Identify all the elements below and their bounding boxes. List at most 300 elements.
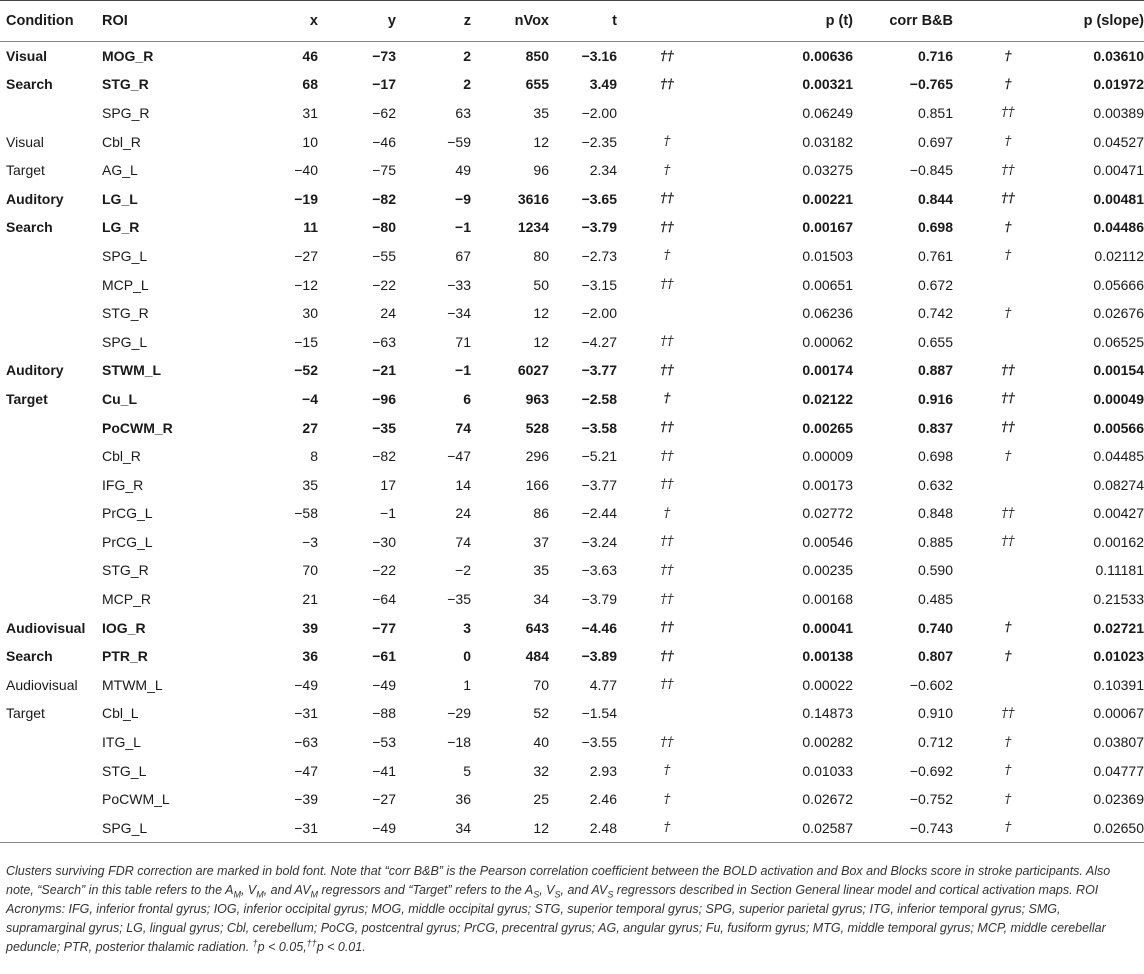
cell-p-t: 0.00041 (802, 619, 853, 636)
cell-x: 35 (302, 476, 318, 493)
cell-z: −35 (447, 591, 471, 608)
cell-z: −34 (447, 305, 471, 322)
cell-p-slope: 0.02721 (1093, 619, 1144, 636)
cell-p-slope: 0.03610 (1093, 48, 1144, 65)
cell-t-significance: †† (660, 591, 674, 607)
table-row (0, 728, 1144, 757)
cell-corr-bb: 0.697 (917, 133, 953, 150)
header-row (0, 1, 1144, 42)
cell-corr-significance: †† (1001, 362, 1015, 378)
cell-z: 3 (463, 619, 471, 636)
cell-z: 74 (455, 419, 471, 436)
cell-condition (0, 242, 100, 271)
cell-t-significance: †† (660, 477, 674, 493)
cell-roi: IFG_R (102, 476, 144, 493)
cell-z: −18 (447, 734, 471, 751)
cell-p-t: 0.02772 (802, 505, 853, 522)
cell-z: −47 (447, 448, 471, 465)
cell-roi: STG_R (102, 562, 149, 579)
cell-p-t: 0.00009 (802, 448, 853, 465)
cell-p-t: 0.01503 (802, 247, 853, 264)
cell-condition: Target (6, 162, 45, 179)
cell-z: −29 (447, 705, 471, 722)
cell-corr-bb: 0.655 (917, 333, 953, 350)
cell-z: 63 (455, 104, 471, 121)
cell-p-t: 0.00546 (802, 533, 853, 550)
cell-t: 2.46 (589, 791, 617, 808)
cell-roi: SPG_R (102, 104, 150, 121)
cell-y: −49 (372, 676, 396, 693)
cell-nvox: 34 (533, 591, 549, 608)
column-header-condition: Condition (0, 1, 100, 42)
cell-y: −80 (372, 219, 396, 236)
cell-corr-bb: 0.698 (917, 219, 953, 236)
cell-corr-significance: † (1004, 448, 1012, 464)
cell-p-t: 0.06249 (802, 104, 853, 121)
cell-corr-bb: 0.851 (917, 104, 953, 121)
cell-t: −1.54 (581, 705, 617, 722)
cell-y: −64 (372, 591, 396, 608)
footnote-superscript: †† (306, 937, 317, 948)
cell-roi: STG_R (102, 76, 149, 93)
table-row (0, 642, 1144, 671)
cell-corr-bb: 0.916 (917, 390, 953, 407)
cell-roi: PrCG_L (102, 505, 153, 522)
cell-roi: STG_L (102, 762, 147, 779)
column-header-p-t: p (t) (717, 1, 853, 42)
cell-y: −55 (372, 247, 396, 264)
cell-roi: MTWM_L (102, 676, 163, 693)
cell-corr-significance (953, 556, 1063, 585)
cell-p-t: 0.02587 (717, 814, 853, 843)
cell-x: 70 (302, 562, 318, 579)
cell-t-significance: † (663, 162, 671, 178)
cell-nvox: 528 (525, 419, 549, 436)
cell-t-significance: †† (660, 534, 674, 550)
cell-corr-significance: † (1004, 763, 1012, 779)
cell-y: 17 (380, 476, 396, 493)
cell-t-significance: † (663, 134, 671, 150)
cell-p-slope: 0.02650 (1063, 814, 1144, 843)
cell-p-slope: 0.00389 (1093, 104, 1144, 121)
cell-p-t: 0.00321 (802, 76, 853, 93)
table-row (0, 327, 1144, 356)
table-row (0, 699, 1144, 728)
cell-roi: PTR_R (102, 648, 148, 665)
cell-p-slope: 0.00481 (1093, 190, 1144, 207)
cell-corr-significance: † (1004, 134, 1012, 150)
cell-t-significance: †† (660, 76, 674, 92)
cell-t-significance: †† (660, 562, 674, 578)
cell-corr-significance: † (1004, 248, 1012, 264)
cell-nvox: 1234 (517, 219, 549, 236)
cell-roi: PoCWM_L (102, 791, 170, 808)
table-row (0, 671, 1144, 700)
table-row (0, 356, 1144, 385)
column-header-nvox: nVox (471, 1, 549, 42)
cell-corr-significance (953, 327, 1063, 356)
cell-x: 27 (302, 419, 318, 436)
cell-p-slope: 0.05666 (1093, 276, 1144, 293)
cell-p-slope: 0.00067 (1093, 705, 1144, 722)
cell-x: −19 (294, 190, 318, 207)
cell-y: −46 (372, 133, 396, 150)
cell-y: −82 (372, 190, 396, 207)
footnote-text: p < 0.05, (257, 940, 307, 954)
column-header-t-significance (617, 1, 717, 42)
cell-t-significance: †† (660, 448, 674, 464)
cell-p-slope: 0.21533 (1093, 591, 1144, 608)
cell-y: −1 (380, 505, 396, 522)
cell-x: −63 (294, 734, 318, 751)
cell-nvox: 12 (471, 814, 549, 843)
cell-roi: IOG_R (102, 619, 146, 636)
cell-x: −40 (294, 162, 318, 179)
cell-p-slope: 0.01972 (1093, 76, 1144, 93)
cell-condition (0, 556, 100, 585)
cell-p-t: 0.02672 (802, 791, 853, 808)
table-row (0, 556, 1144, 585)
column-header-z: z (396, 1, 471, 42)
cell-z: 2 (463, 48, 471, 65)
cell-corr-significance: † (953, 814, 1063, 843)
cell-z: 49 (455, 162, 471, 179)
cell-corr-bb: 0.837 (917, 419, 953, 436)
cell-roi: SPG_L (102, 333, 148, 350)
cell-z: −1 (455, 362, 471, 379)
cell-y: −49 (318, 814, 396, 843)
cell-corr-significance: †† (1001, 105, 1015, 121)
cell-p-slope: 0.00427 (1093, 505, 1144, 522)
cell-p-t: 0.00062 (802, 333, 853, 350)
cell-x: 39 (302, 619, 318, 636)
cell-p-slope: 0.03807 (1093, 734, 1144, 751)
cell-p-slope: 0.00154 (1093, 362, 1144, 379)
table-row (0, 814, 1144, 843)
cell-t: −2.44 (581, 505, 617, 522)
cell-roi: ITG_L (102, 734, 141, 751)
footnote-text: p < 0.01. (316, 940, 366, 954)
cell-condition (0, 499, 100, 528)
cell-roi: AG_L (102, 162, 138, 179)
cell-corr-significance: † (1004, 648, 1012, 664)
cell-condition: Visual (6, 48, 47, 65)
cell-corr-significance (953, 585, 1063, 614)
table-row (0, 442, 1144, 471)
footnote-text: , and AV (560, 883, 608, 897)
cell-z: 14 (455, 476, 471, 493)
cell-y: −22 (372, 276, 396, 293)
table-row (0, 184, 1144, 213)
cell-nvox: 80 (533, 247, 549, 264)
cell-y: −17 (372, 76, 396, 93)
cell-condition: Audiovisual (6, 619, 86, 636)
cell-t-significance (617, 299, 717, 328)
cell-z: 67 (455, 247, 471, 264)
cell-corr-significance: † (1004, 76, 1012, 92)
cell-z: 2 (463, 76, 471, 93)
cell-condition (0, 814, 100, 843)
cell-condition: Auditory (6, 362, 64, 379)
cell-nvox: 484 (525, 648, 549, 665)
table-row (0, 270, 1144, 299)
cell-z: 34 (396, 814, 471, 843)
table-row (0, 585, 1144, 614)
cell-nvox: 52 (533, 705, 549, 722)
cell-p-t: 0.00651 (802, 276, 853, 293)
cell-nvox: 35 (533, 104, 549, 121)
cell-p-t: 0.00221 (802, 190, 853, 207)
cell-x: −39 (294, 791, 318, 808)
cell-corr-bb: −0.765 (909, 76, 953, 93)
cell-corr-bb: −0.845 (909, 162, 953, 179)
cell-p-slope: 0.06525 (1093, 333, 1144, 350)
cell-p-slope: 0.10391 (1093, 676, 1144, 693)
cell-t-significance: †† (660, 677, 674, 693)
cell-p-t: 0.14873 (802, 705, 853, 722)
cell-corr-bb: 0.672 (917, 276, 953, 293)
cell-corr-significance: †† (1001, 534, 1015, 550)
cell-p-t: 0.06236 (802, 305, 853, 322)
cell-corr-significance: †† (1001, 162, 1015, 178)
cell-p-slope: 0.04777 (1093, 762, 1144, 779)
footnote-subscript: M (310, 889, 319, 900)
cell-y: −27 (372, 791, 396, 808)
cell-corr-bb: 0.910 (917, 705, 953, 722)
cell-corr-significance: †† (1001, 705, 1015, 721)
cell-y: −41 (372, 762, 396, 779)
cell-y: −61 (372, 648, 396, 665)
cell-t: −3.15 (581, 276, 617, 293)
cell-p-slope: 0.11181 (1095, 562, 1144, 579)
cell-corr-bb: 0.590 (917, 562, 953, 579)
cell-z: 74 (455, 533, 471, 550)
cell-t-significance: † (663, 505, 671, 521)
cell-x: −47 (294, 762, 318, 779)
cell-p-slope: 0.00162 (1093, 533, 1144, 550)
column-header-x: x (230, 1, 318, 42)
cell-t-significance: †† (660, 219, 674, 235)
cell-p-t: 0.00168 (802, 591, 853, 608)
cell-corr-bb: 0.740 (917, 619, 953, 636)
cell-corr-significance (953, 671, 1063, 700)
cell-condition: Search (6, 219, 53, 236)
cell-corr-bb: 0.761 (917, 247, 953, 264)
table-row (0, 299, 1144, 328)
cell-condition (0, 756, 100, 785)
cell-y: −75 (372, 162, 396, 179)
cell-y: −77 (372, 619, 396, 636)
cell-corr-bb: −0.602 (909, 676, 953, 693)
table-row (0, 785, 1144, 814)
cell-p-t: 0.00282 (802, 734, 853, 751)
cell-p-slope: 0.02112 (1094, 247, 1144, 264)
cell-t-significance: † (663, 791, 671, 807)
cell-y: −30 (372, 533, 396, 550)
cell-roi: STG_R (102, 305, 149, 322)
cell-nvox: 166 (525, 476, 549, 493)
cell-nvox: 12 (533, 305, 549, 322)
column-header-corr-significance (953, 1, 1063, 42)
cell-p-slope: 0.04486 (1093, 219, 1144, 236)
table-row (0, 70, 1144, 99)
cell-t-significance: †† (660, 334, 674, 350)
cell-z: −33 (447, 276, 471, 293)
cell-nvox: 3616 (517, 190, 549, 207)
cell-p-t: 0.00235 (802, 562, 853, 579)
cell-nvox: 12 (533, 133, 549, 150)
cell-p-t: 0.00173 (802, 476, 853, 493)
footnote-subscript: S (607, 889, 614, 900)
cell-nvox: 96 (533, 162, 549, 179)
table-row (0, 385, 1144, 414)
cell-corr-bb: 0.712 (917, 734, 953, 751)
cell-nvox: 70 (533, 676, 549, 693)
cell-p-t: 0.00167 (802, 219, 853, 236)
cell-x: 30 (302, 305, 318, 322)
cell-corr-significance: † (1004, 734, 1012, 750)
cell-t-significance: † (663, 391, 671, 407)
cell-nvox: 643 (525, 619, 549, 636)
cell-roi: Cbl_L (102, 705, 139, 722)
table-footnote (6, 862, 1138, 957)
cell-condition (0, 270, 100, 299)
cell-nvox: 655 (525, 76, 549, 93)
cell-roi: LG_R (102, 219, 140, 236)
cell-y: −88 (372, 705, 396, 722)
cell-roi: SPG_L (102, 247, 148, 264)
footnote-subscript: M (256, 889, 264, 900)
cell-nvox: 50 (533, 276, 549, 293)
cell-condition (0, 327, 100, 356)
cell-t-significance: † (663, 248, 671, 264)
cell-p-t: 0.03182 (802, 133, 853, 150)
table-row (0, 42, 1144, 71)
footnote-subscript: S (533, 889, 540, 900)
cell-t: −3.89 (581, 648, 617, 665)
cell-t-significance: †† (660, 420, 674, 436)
cell-x: 10 (302, 133, 318, 150)
cell-p-t: 0.00138 (802, 648, 853, 665)
cell-roi: MOG_R (102, 48, 154, 65)
cell-t: −2.00 (581, 305, 617, 322)
table-row (0, 127, 1144, 156)
cell-y: −53 (372, 734, 396, 751)
cell-t: −3.79 (581, 219, 617, 236)
cell-x: 8 (310, 448, 318, 465)
cell-y: −96 (372, 390, 396, 407)
table-row (0, 613, 1144, 642)
cell-t-significance: †† (660, 362, 674, 378)
cell-nvox: 6027 (517, 362, 549, 379)
table-row (0, 242, 1144, 271)
cell-x: −58 (294, 505, 318, 522)
cell-corr-significance: † (1004, 791, 1012, 807)
cell-p-slope: 0.01023 (1093, 648, 1144, 665)
cell-x: −15 (294, 333, 318, 350)
cell-nvox: 25 (533, 791, 549, 808)
footnote-text: regressors described in Section General linear model and cortical activation maps. ROI Acronyms: IFG, inferior frontal gyrus; IOG, inferior occipital gyrus; MOG, middle occipital gyrus; STG, superior temporal gyrus; SPG, superior parietal gyrus; ITG, inferior temporal gyrus; SMG, supramarginal gyrus; LG, lingual gyrus; Cbl, cerebellum; PoCG, postcentral gyrus; PrCG, precentral gyrus; AG, angular gyrus; Fu, fusiform gyrus; MTG, middle temporal gyrus; MCP, middle cerebellar peduncle; PTR, posterior thalamic radiation. (6, 883, 1106, 954)
cell-y: 24 (380, 305, 396, 322)
cell-corr-significance: †† (1001, 505, 1015, 521)
cell-z: 36 (455, 791, 471, 808)
table-header (0, 1, 1144, 42)
cell-t-significance: †† (660, 620, 674, 636)
cell-t: 2.48 (549, 814, 617, 843)
cell-corr-bb: 0.632 (917, 476, 953, 493)
cell-z: −59 (447, 133, 471, 150)
cell-x: 21 (302, 591, 318, 608)
cell-t: −4.27 (581, 333, 617, 350)
cell-t: −2.00 (581, 104, 617, 121)
cell-z: −9 (455, 190, 471, 207)
cell-t: −3.77 (581, 362, 617, 379)
cell-p-slope: 0.02676 (1093, 305, 1144, 322)
cell-t: −4.46 (581, 619, 617, 636)
cell-roi: STWM_L (102, 362, 162, 379)
cell-y: −82 (372, 448, 396, 465)
cell-corr-bb: 0.848 (917, 505, 953, 522)
cell-p-t: 0.02122 (802, 390, 853, 407)
cell-x: 31 (302, 104, 318, 121)
footnote-superscript: † (252, 937, 258, 948)
cell-t: −3.79 (581, 591, 617, 608)
cell-x: −12 (294, 276, 318, 293)
cell-y: −63 (372, 333, 396, 350)
table-row (0, 99, 1144, 128)
cell-t: −3.63 (581, 562, 617, 579)
cell-t: 2.34 (589, 162, 617, 179)
column-header-roi: ROI (100, 1, 230, 42)
cell-t-significance: † (617, 814, 717, 843)
cell-p-t: 0.03275 (802, 162, 853, 179)
cell-y: −73 (372, 48, 396, 65)
cell-condition: Search (6, 76, 53, 93)
cell-t-significance: †† (660, 191, 674, 207)
footnote-subscript: S (554, 889, 561, 900)
cell-condition (0, 785, 100, 814)
cell-p-slope: 0.00049 (1093, 390, 1144, 407)
cell-condition: Target (6, 390, 48, 407)
cell-t: −5.21 (581, 448, 617, 465)
cell-nvox: 35 (533, 562, 549, 579)
cell-condition: Visual (6, 133, 44, 150)
cell-z: 1 (463, 676, 471, 693)
cell-nvox: 296 (525, 448, 549, 465)
column-header-t: t (549, 1, 617, 42)
cell-p-t: 0.00174 (802, 362, 853, 379)
cell-y: −21 (372, 362, 396, 379)
cell-nvox: 32 (533, 762, 549, 779)
cell-condition: Search (6, 648, 53, 665)
cell-z: 71 (455, 333, 471, 350)
cell-t: 4.77 (589, 676, 617, 693)
cell-t: −2.35 (581, 133, 617, 150)
cell-z: 24 (455, 505, 471, 522)
cell-x: 46 (302, 48, 318, 65)
cell-t-significance: †† (660, 648, 674, 664)
cell-t-significance: †† (660, 277, 674, 293)
column-header-corr-bb: corr B&B (853, 1, 953, 42)
cell-p-slope: 0.00566 (1093, 419, 1144, 436)
table-body (0, 42, 1144, 843)
cell-t-significance: † (663, 763, 671, 779)
cell-t-significance (617, 699, 717, 728)
footnote-text: , and AV (263, 883, 311, 897)
cell-t: −3.65 (581, 190, 617, 207)
cell-corr-bb: 0.742 (917, 305, 953, 322)
cell-corr-significance: † (1004, 305, 1012, 321)
